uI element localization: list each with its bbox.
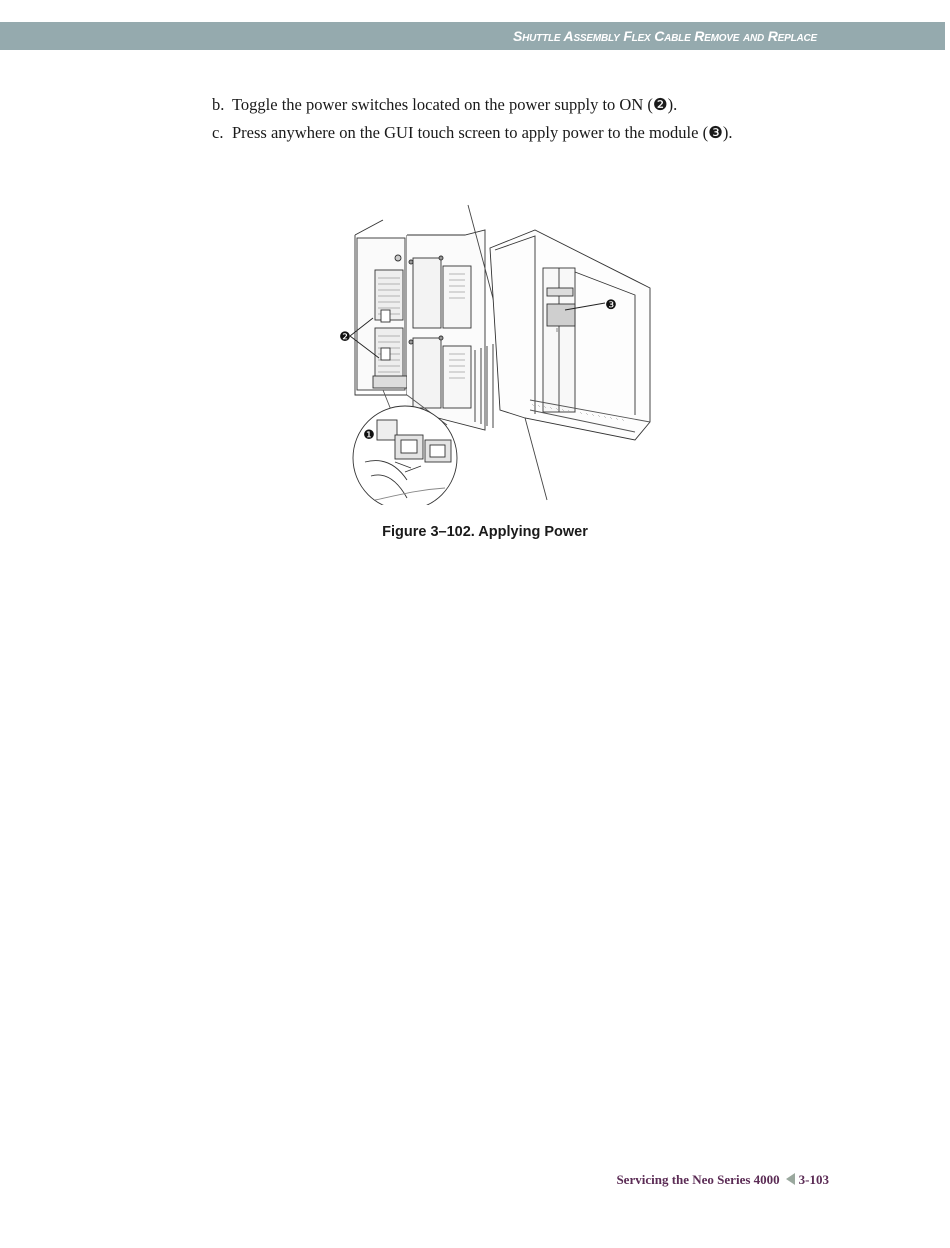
step-letter: b. <box>212 95 225 114</box>
running-header-title: Shuttle Assembly Flex Cable Remove and Replace <box>512 28 817 44</box>
callout-3-marker: ❸ <box>605 298 617 313</box>
applying-power-illustration <box>335 200 665 505</box>
footer-arrow-icon <box>786 1173 795 1185</box>
step-text: Toggle the power switches located on the power supply to ON (❷). <box>232 95 678 114</box>
footer-page-number: 3-103 <box>798 1172 829 1187</box>
procedure-step-c <box>212 123 733 143</box>
callout-2-marker: ❷ <box>339 330 351 345</box>
figure-caption: Figure 3–102. Applying Power <box>382 524 588 540</box>
step-text: Press anywhere on the GUI touch screen to apply power to the module (❸). <box>232 123 733 142</box>
footer-book-title: Servicing the Neo Series 4000 <box>616 1172 780 1187</box>
running-header-band <box>0 22 945 50</box>
library-module-line-drawing <box>335 200 665 505</box>
callout-1-marker: ❶ <box>363 428 375 443</box>
page-footer <box>616 1172 829 1188</box>
procedure-step-b <box>212 95 677 115</box>
step-letter: c. <box>212 123 224 142</box>
